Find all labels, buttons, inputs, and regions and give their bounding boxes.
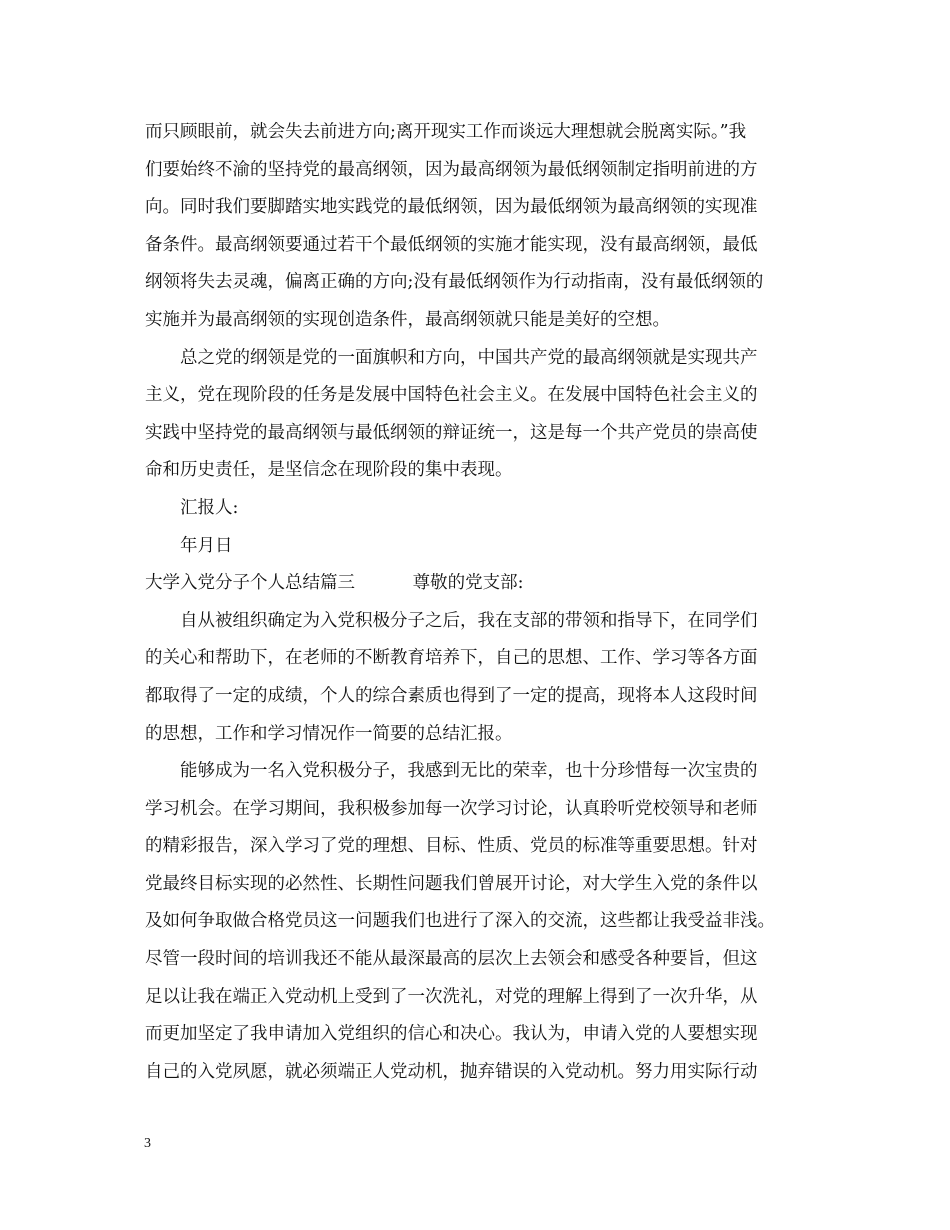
text-line: 主义，党在现阶段的任务是发展中国特色社会主义。在发展中国特色社会主义的: [145, 385, 758, 406]
text-line: 足以让我在端正入党动机上受到了一次洗礼，对党的理解上得到了一次升华，从: [145, 986, 758, 1007]
text-line: 的关心和帮助下，在老师的不断教育培养下，自己的思想、工作、学习等各方面: [145, 648, 758, 669]
text-line: 命和历史责任，是坚信念在现阶段的集中表现。: [145, 460, 513, 481]
text-line: 都取得了一定的成绩，个人的综合素质也得到了一定的提高，现将本人这段时间: [145, 685, 758, 706]
text-line: 能够成为一名入党积极分子，我感到无比的荣幸，也十分珍惜每一次宝贵的: [180, 761, 758, 782]
paragraph-1: [145, 114, 805, 340]
text-line: 实施并为最高纲领的实现创造条件，最高纲领就只能是美好的空想。: [145, 309, 670, 330]
text-line: 而只顾眼前，就会失去前进方向;离开现实工作而谈远大理想就会脱离实际。”我: [145, 122, 747, 142]
text-line: 学习机会。在学习期间，我积极参加每一次学习讨论，认真聆听党校领导和老师: [145, 798, 758, 819]
page-number: 3: [144, 1136, 151, 1151]
paragraph-4: [145, 753, 805, 1091]
date-label: 年月日: [180, 535, 233, 556]
paragraph-2: [145, 340, 805, 490]
section-heading: [145, 565, 805, 603]
text-line: 及如何争取做合格党员这一问题我们也进行了深入的交流，这些都让我受益非浅。: [145, 911, 775, 932]
text-line: 向。同时我们要脚踏实地实践党的最低纲领，因为最低纲领为最高纲领的实现准: [145, 197, 758, 218]
text-line: 纲领将失去灵魂，偏离正确的方向;没有最低纲领作为行动指南，没有最低纲领的: [145, 272, 764, 293]
text-line: 实践中坚持党的最高纲领与最低纲领的辩证统一，这是每一个共产党员的崇高使: [145, 422, 758, 443]
text-line: 的思想，工作和学习情况作一简要的总结汇报。: [145, 723, 513, 744]
text-line: 的精彩报告，深入学习了党的理想、目标、性质、党员的标准等重要思想。针对: [145, 836, 758, 857]
document-body: [145, 114, 805, 1091]
section-title: 大学入党分子个人总结篇三: [145, 573, 355, 594]
reporter-label: 汇报人:: [180, 497, 239, 518]
text-line: 尽管一段时间的培训我还不能从最深最高的层次上去领会和感受各种要旨，但这: [145, 949, 758, 970]
text-line: 自己的入党夙愿，就必须端正人党动机，抛弃错误的入党动机。努力用实际行动: [145, 1061, 758, 1082]
text-line: 而更加坚定了我申请加入党组织的信心和决心。我认为，申请入党的人要想实现: [145, 1024, 758, 1045]
text-line: 备条件。最高纲领要通过若干个最低纲领的实施才能实现，没有最高纲领，最低: [145, 234, 758, 255]
paragraph-3: [145, 603, 805, 753]
text-line: 总之党的纲领是党的一面旗帜和方向，中国共产党的最高纲领就是实现共产: [180, 347, 758, 368]
text-line: 党最终目标实现的必然性、长期性问题我们曾展开讨论，对大学生入党的条件以: [145, 873, 758, 894]
text-line: 们要始终不渝的坚持党的最高纲领，因为最高纲领为最低纲领制定指明前进的方: [145, 159, 758, 180]
text-line: 自从被组织确定为入党积极分子之后，我在支部的带领和指导下，在同学们: [180, 610, 758, 631]
salutation: 尊敬的党支部:: [412, 573, 524, 594]
signature-block: [145, 490, 805, 565]
